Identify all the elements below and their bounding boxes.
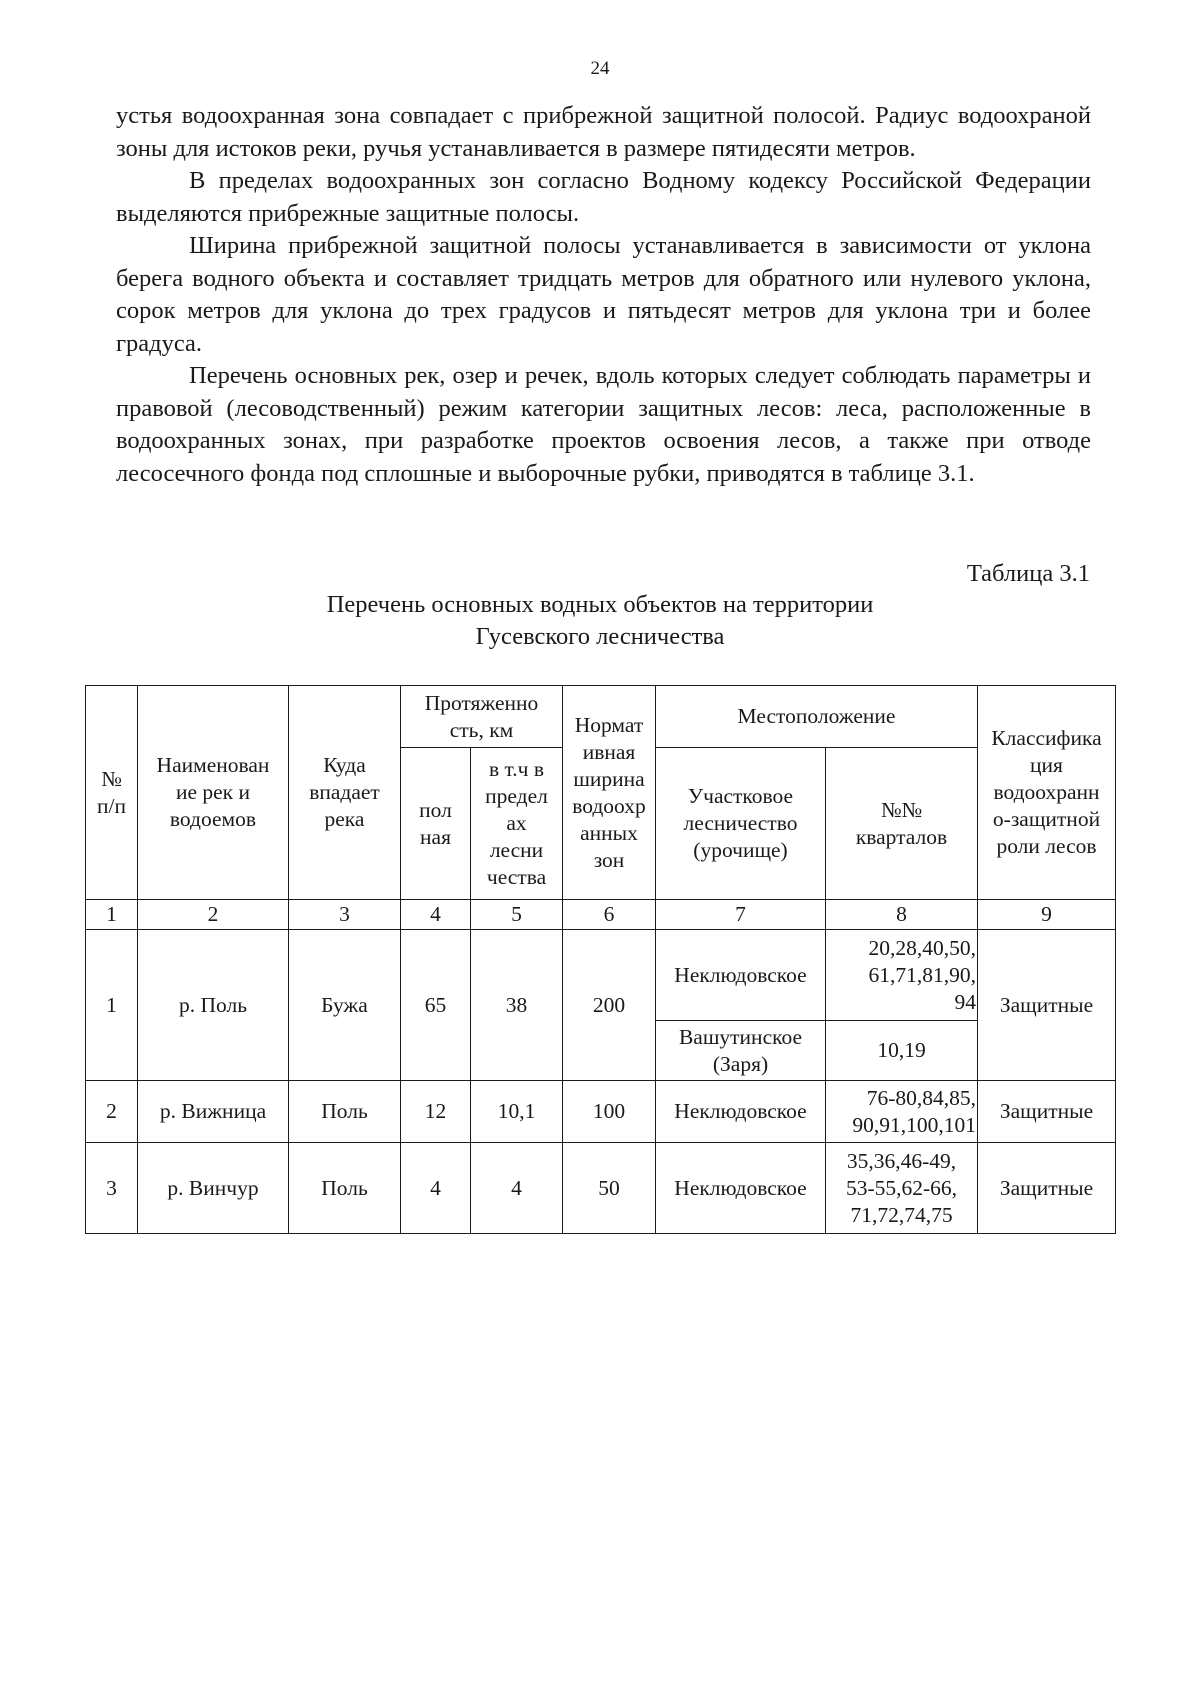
paragraph-1: устья водоохранная зона совпадает с прибрежной защитной полосой. Радиус водоохраной зоны для истоков реки, ручья устанавливается в размере пятидесяти метров. bbox=[116, 102, 1091, 162]
cell-classification: Защитные bbox=[978, 1143, 1116, 1234]
col-number: 5 bbox=[471, 900, 563, 930]
body-text bbox=[116, 100, 1091, 490]
cell-length-within: 38 bbox=[471, 930, 563, 1081]
header-length-within: в т.ч в предел ах лесни чества bbox=[471, 748, 563, 900]
cell-flows-into: Поль bbox=[289, 1143, 401, 1234]
cell-name: р. Винчур bbox=[138, 1143, 289, 1234]
col-number: 2 bbox=[138, 900, 289, 930]
table-label: Таблица 3.1 bbox=[966, 560, 1090, 587]
cell-quarters: 10,19 bbox=[826, 1021, 978, 1081]
cell-num: 1 bbox=[86, 930, 138, 1081]
cell-length-full: 65 bbox=[401, 930, 471, 1081]
col-number: 7 bbox=[656, 900, 826, 930]
cell-classification: Защитные bbox=[978, 930, 1116, 1081]
header-num: № п/п bbox=[86, 686, 138, 900]
header-location: Местоположение bbox=[656, 686, 978, 748]
paragraph-4: Перечень основных рек, озер и речек, вдоль которых следует соблюдать параметры и правовой (лесоводственный) режим категории защитных лесов: леса, расположенные в водоохранных зонах, при разработке проектов освоения лесов, а также при отводе лесосечного фонда под сплошные и выборочные рубки, приводятся в таблице 3.1. bbox=[116, 362, 1091, 487]
cell-num: 3 bbox=[86, 1143, 138, 1234]
cell-quarters: 20,28,40,50, 61,71,81,90, 94 bbox=[826, 930, 978, 1021]
cell-district: Неклюдовское bbox=[656, 1081, 826, 1143]
col-number: 1 bbox=[86, 900, 138, 930]
col-number: 8 bbox=[826, 900, 978, 930]
header-norm-width: Нормат ивная ширина водоохр анных зон bbox=[563, 686, 656, 900]
cell-norm-width: 200 bbox=[563, 930, 656, 1081]
col-number: 6 bbox=[563, 900, 656, 930]
table-caption-line: Гусевского лесничества bbox=[475, 623, 725, 650]
column-number-row bbox=[86, 900, 1116, 930]
cell-norm-width: 50 bbox=[563, 1143, 656, 1234]
col-number: 4 bbox=[401, 900, 471, 930]
header-district: Участковое лесничество (урочище) bbox=[656, 748, 826, 900]
header-name: Наименован ие рек и водоемов bbox=[138, 686, 289, 900]
cell-num: 2 bbox=[86, 1081, 138, 1143]
cell-flows-into: Поль bbox=[289, 1081, 401, 1143]
cell-quarters: 76-80,84,85, 90,91,100,101 bbox=[826, 1081, 978, 1143]
page-number: 24 bbox=[590, 58, 610, 79]
table-caption bbox=[0, 589, 1200, 653]
cell-flows-into: Бужа bbox=[289, 930, 401, 1081]
cell-length-full: 4 bbox=[401, 1143, 471, 1234]
cell-district: Неклюдовское bbox=[656, 930, 826, 1021]
table-caption-line: Перечень основных водных объектов на территории bbox=[326, 591, 874, 618]
table-row bbox=[86, 1143, 1116, 1234]
header-length: Протяженно сть, км bbox=[401, 686, 563, 748]
header-length-full: пол ная bbox=[401, 748, 471, 900]
header-flows-into: Куда впадает река bbox=[289, 686, 401, 900]
header-quarters: №№ кварталов bbox=[826, 748, 978, 900]
cell-length-within: 10,1 bbox=[471, 1081, 563, 1143]
paragraph-3: Ширина прибрежной защитной полосы устанавливается в зависимости от уклона берега водного объекта и составляет тридцать метров для обратного или нулевого уклона, сорок метров для уклона до трех градусов и пятьдесят метров для уклона три и более градуса. bbox=[116, 232, 1091, 357]
table-row bbox=[86, 1081, 1116, 1143]
header-classification: Классифика ция водоохранн о-защитной роли лесов bbox=[978, 686, 1116, 900]
table-row bbox=[86, 930, 1116, 1021]
paragraph-2: В пределах водоохранных зон согласно Водному кодексу Российской Федерации выделяются прибрежные защитные полосы. bbox=[116, 167, 1091, 227]
cell-name: р. Вижница bbox=[138, 1081, 289, 1143]
water-bodies-table bbox=[85, 685, 1116, 1234]
cell-length-full: 12 bbox=[401, 1081, 471, 1143]
cell-norm-width: 100 bbox=[563, 1081, 656, 1143]
col-number: 3 bbox=[289, 900, 401, 930]
cell-length-within: 4 bbox=[471, 1143, 563, 1234]
cell-district: Вашутинское (Заря) bbox=[656, 1021, 826, 1081]
cell-name: р. Поль bbox=[138, 930, 289, 1081]
col-number: 9 bbox=[978, 900, 1116, 930]
cell-classification: Защитные bbox=[978, 1081, 1116, 1143]
cell-quarters: 35,36,46-49, 53-55,62-66, 71,72,74,75 bbox=[826, 1143, 978, 1234]
cell-district: Неклюдовское bbox=[656, 1143, 826, 1234]
